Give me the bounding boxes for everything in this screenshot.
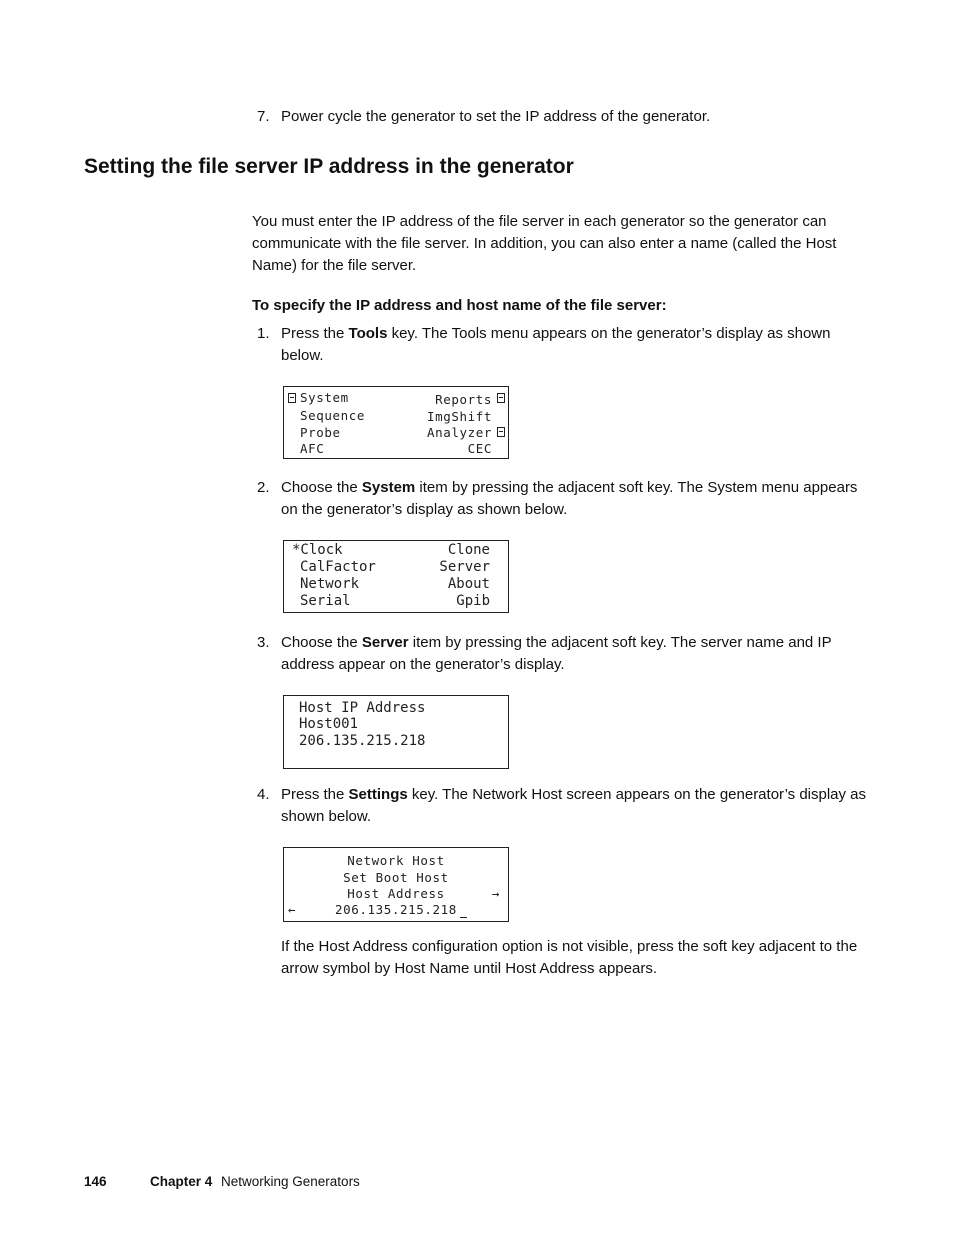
- lcd-item-cec: CEC: [467, 441, 492, 456]
- lcd-item-clock: *Clock: [292, 542, 343, 558]
- lcd-item-system: System: [300, 390, 349, 405]
- step-3-number: 3.: [257, 634, 270, 651]
- step-3-text: Choose the Server item by pressing the adjacent soft key. The server name and IP address appear on the generator’s display.: [281, 634, 832, 673]
- lcd-item-probe: Probe: [300, 425, 341, 440]
- lcd-item-about: About: [447, 576, 490, 592]
- step-4-number: 4.: [257, 786, 270, 803]
- procedure-title: To specify the IP address and host name of the file server:: [252, 297, 667, 314]
- lcd-host-address-value: 206.135.215.218: [335, 902, 457, 917]
- server-key: Server: [361, 634, 409, 651]
- section-heading: Setting the file server IP address in the generator: [84, 155, 574, 178]
- lcd-item-analyzer: Analyzer: [426, 425, 492, 440]
- lcd-host-ip: 206.135.215.218: [299, 733, 426, 749]
- left-arrow-icon: ←: [288, 902, 297, 917]
- lcd-item-afc: AFC: [300, 441, 325, 456]
- footer-chapter-title: Networking Generators: [221, 1174, 360, 1189]
- lcd-item-clone: Clone: [447, 542, 490, 558]
- step-7-number: 7.: [257, 108, 270, 125]
- step-1-text: Press the Tools key. The Tools menu appears on the generator’s display as shown below.: [281, 325, 831, 364]
- lcd-item-gpib: Gpib: [456, 593, 490, 609]
- step-1-number: 1.: [257, 325, 270, 342]
- settings-key: Settings: [348, 786, 408, 803]
- lcd-item-server: Server: [439, 559, 490, 575]
- lcd-network-host-title: Network Host: [347, 853, 445, 868]
- device-icon: [288, 393, 296, 403]
- page-number: 146: [84, 1174, 107, 1189]
- tools-key: Tools: [348, 325, 388, 342]
- lcd-system-menu: [283, 540, 509, 613]
- device-icon: [497, 427, 505, 437]
- step-7-text: Power cycle the generator to set the IP address of the generator.: [281, 108, 711, 125]
- lcd-item-network: Network: [300, 576, 360, 592]
- lcd-item-sequence: Sequence: [300, 408, 366, 423]
- lcd-server-screen: [283, 695, 509, 769]
- device-icon: [497, 393, 505, 403]
- lcd-host-ip-label: Host IP Address: [299, 700, 426, 716]
- lcd-tools-menu: [283, 386, 509, 459]
- footer-chapter-label: Chapter 4: [150, 1174, 213, 1189]
- lcd-item-serial: Serial: [300, 593, 351, 609]
- step-4-text: Press the Settings key. The Network Host screen appears on the generator’s display as shown below.: [281, 786, 867, 825]
- system-key: System: [361, 479, 416, 496]
- lcd-item-imgshift: ImgShift: [426, 409, 492, 424]
- step-2-number: 2.: [257, 479, 270, 496]
- right-arrow-icon: →: [491, 886, 500, 901]
- intro-paragraph: You must enter the IP address of the file server in each generator so the generator can communicate with the file server. In addition, you can also enter a name (called the Host Name) for the file server.: [252, 213, 837, 274]
- lcd-host-address: Host Address: [347, 886, 445, 901]
- lcd-host-name: Host001: [299, 716, 359, 732]
- step-2-text: Choose the System item by pressing the adjacent soft key. The System menu appears on the generator’s display as shown below.: [281, 479, 858, 518]
- lcd-cursor: [460, 917, 467, 918]
- note-paragraph: If the Host Address configuration option is not visible, press the soft key adjacent to the arrow symbol by Host Name until Host Address appears.: [281, 938, 858, 977]
- lcd-network-host-screen: [283, 847, 509, 922]
- lcd-item-calfactor: CalFactor: [300, 559, 376, 575]
- lcd-set-boot-host: Set Boot Host: [343, 870, 449, 885]
- lcd-item-reports: Reports: [435, 392, 492, 407]
